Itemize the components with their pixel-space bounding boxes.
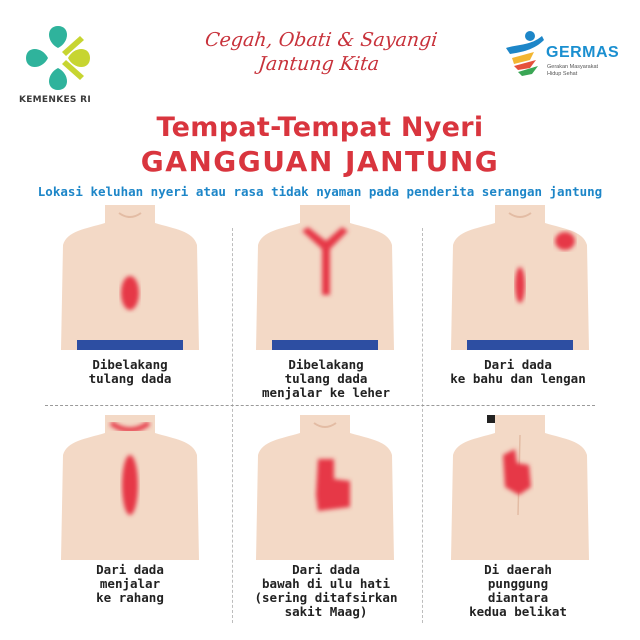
caption-panel-4 (40, 563, 220, 605)
caption-line: menjalar ke leher (262, 385, 390, 400)
germas-figure-icon (500, 28, 546, 78)
torso-back-illustration (445, 415, 595, 560)
caption-panel-3 (428, 358, 608, 386)
caption-panel-5 (236, 563, 416, 619)
panel-retrosternal (55, 205, 205, 345)
panel-jaw-radiation (55, 415, 205, 555)
caption-line: Di daerah (484, 562, 552, 577)
caption-panel-6 (428, 563, 608, 619)
germas-subtitle (547, 64, 627, 78)
caption-line: ke bahu dan lengan (450, 371, 586, 386)
germas-sub-line-2: Hidup Sehat (547, 71, 578, 77)
germas-sub-line-1: Gerakan Masyarakat (547, 64, 599, 70)
panel-neck-radiation (250, 205, 400, 345)
caption-line: Dari dada (292, 562, 360, 577)
torso-front-illustration (250, 205, 400, 350)
divider-vertical-right (422, 228, 423, 623)
slogan (197, 28, 442, 76)
torso-front-illustration (55, 205, 205, 350)
page-title: Tempat-Tempat Nyeri (156, 112, 484, 143)
caption-line: (sering ditafsirkan (254, 590, 398, 605)
caption-line: sakit Maag) (284, 604, 368, 619)
page-subtitle: Lokasi keluhan nyeri atau rasa tidak nyaman pada penderita serangan jantung (37, 184, 603, 199)
slogan-line-2: Jantung Kita (257, 53, 381, 75)
torso-front-illustration (250, 415, 400, 560)
divider-vertical-left (232, 228, 233, 623)
caption-line: tulang dada (88, 371, 172, 386)
caption-line: punggung (487, 576, 549, 591)
panel-epigastric (250, 415, 400, 555)
germas-title: GERMAS (546, 44, 620, 61)
caption-line: bawah di ulu hati (262, 576, 390, 591)
panel-upper-back (445, 415, 595, 555)
caption-line: diantara (487, 590, 549, 605)
caption-line: Dari dada (96, 562, 164, 577)
caption-line: Dari dada (484, 357, 552, 372)
caption-line: Dibelakang (288, 357, 364, 372)
torso-front-illustration (445, 205, 595, 350)
caption-line: tulang dada (284, 371, 368, 386)
kemenkes-label: KEMENKES RI (18, 95, 92, 105)
caption-panel-2 (236, 358, 416, 400)
caption-line: Dibelakang (92, 357, 168, 372)
torso-front-illustration (55, 415, 205, 560)
caption-panel-1 (40, 358, 220, 386)
slogan-line-1: Cegah, Obati & Sayangi (203, 29, 439, 51)
page-title-emphasis: GANGGUAN JANTUNG (140, 145, 500, 178)
panel-shoulder-arm (445, 205, 595, 345)
kemenkes-logo-icon (18, 18, 98, 98)
caption-line: menjalar (99, 576, 161, 591)
caption-line: kedua belikat (469, 604, 567, 619)
caption-line: ke rahang (96, 590, 164, 605)
divider-horizontal (45, 405, 595, 406)
